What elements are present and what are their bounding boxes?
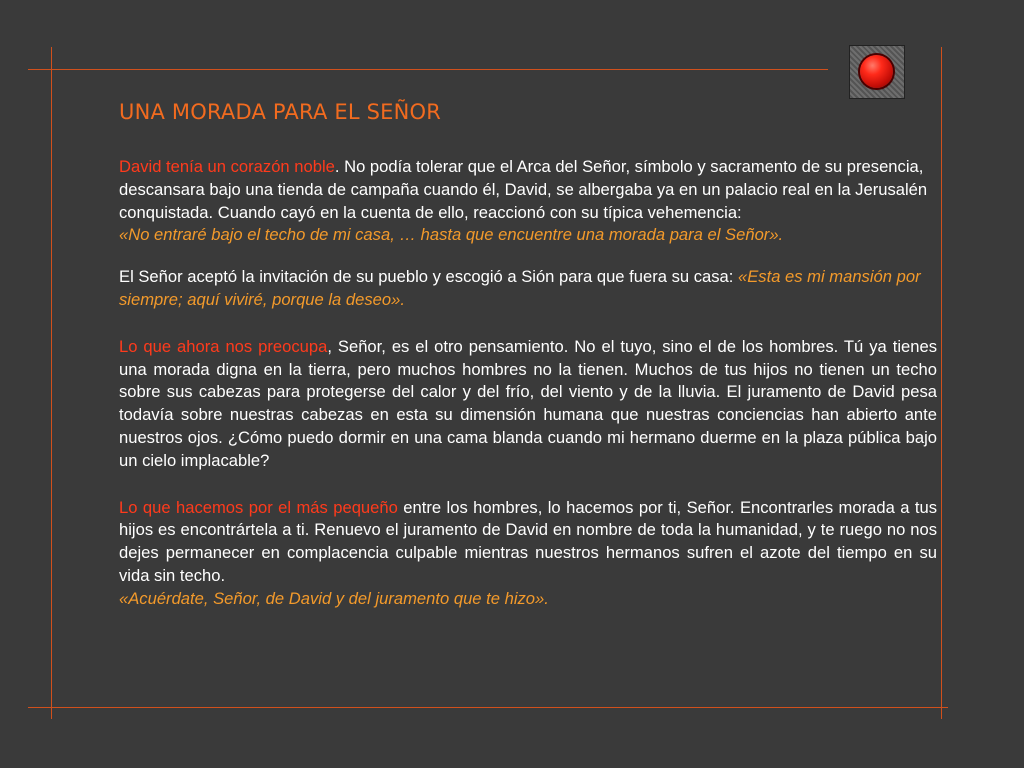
paragraph-1-quote: «No entraré bajo el techo de mi casa, … hasta que encuentre una morada para el Señor». — [119, 225, 784, 245]
page-title: UNA MORADA PARA EL SEÑOR — [119, 100, 442, 124]
paragraph-2-quote: «Esta es mi mansión por siempre; aquí viviré, porque la deseo». — [119, 267, 921, 309]
left-rule — [51, 47, 52, 719]
paragraph-4-highlight: Lo que hacemos por el más pequeño — [119, 497, 398, 517]
paragraph-1-text: . No podía tolerar que el Arca del Señor, símbolo y sacramento de su presencia, descansara bajo una tienda de campaña cuando él, David, se albergaba ya en un palacio real en la Jerusalén conquistada. Cuando cayó en la cuenta de ello, reaccionó con su típica vehemencia: — [119, 157, 928, 222]
paragraph-1 — [119, 156, 937, 224]
red-light-icon — [860, 55, 893, 88]
right-rule — [941, 47, 942, 719]
paragraph-4-text: entre los hombres, lo hacemos por ti, Señor. Encontrarles morada a tus hijos es encontrártela a ti. Renuevo el juramento de David en nombre de toda la humanidad, y te ruego no nos dejes permanecer en complacencia culpable mientras nuestros hermanos sufren el azote del tiempo en su vida sin techo. — [119, 497, 938, 585]
paragraph-3 — [119, 336, 937, 473]
slide-body — [119, 156, 937, 611]
paragraph-4-quote: «Acuérdate, Señor, de David y del juramento que te hizo». — [119, 588, 549, 608]
paragraph-3-text: , Señor, es el otro pensamiento. No el tuyo, sino el de los hombres. Tú ya tienes una morada digna en la tierra, pero muchos hombres no la tienen. Muchos de tus hijos no tienen un techo sobre sus cabezas para protegerse del calor y del frío, del viento y de la lluvia. El juramento de David pesa todavía sobre nuestras cabezas en esta su dimensión humana que nuestras conciencias han abierto ante nuestros ojos. ¿Cómo puedo dormir en una cama blanda cuando mi hermano duerme en la plaza pública bajo un cielo implacable? — [119, 336, 937, 470]
paragraph-2-text: El Señor aceptó la invitación de su pueblo y escogió a Sión para que fuera su casa: — [119, 267, 738, 287]
paragraph-3-highlight: Lo que ahora nos preocupa — [119, 336, 328, 356]
top-rule — [28, 69, 828, 70]
record-button-icon[interactable] — [849, 45, 905, 99]
paragraph-2 — [119, 266, 937, 312]
paragraph-4 — [119, 497, 937, 588]
paragraph-1-highlight: David tenía un corazón noble — [119, 157, 335, 176]
bottom-rule — [28, 707, 948, 708]
